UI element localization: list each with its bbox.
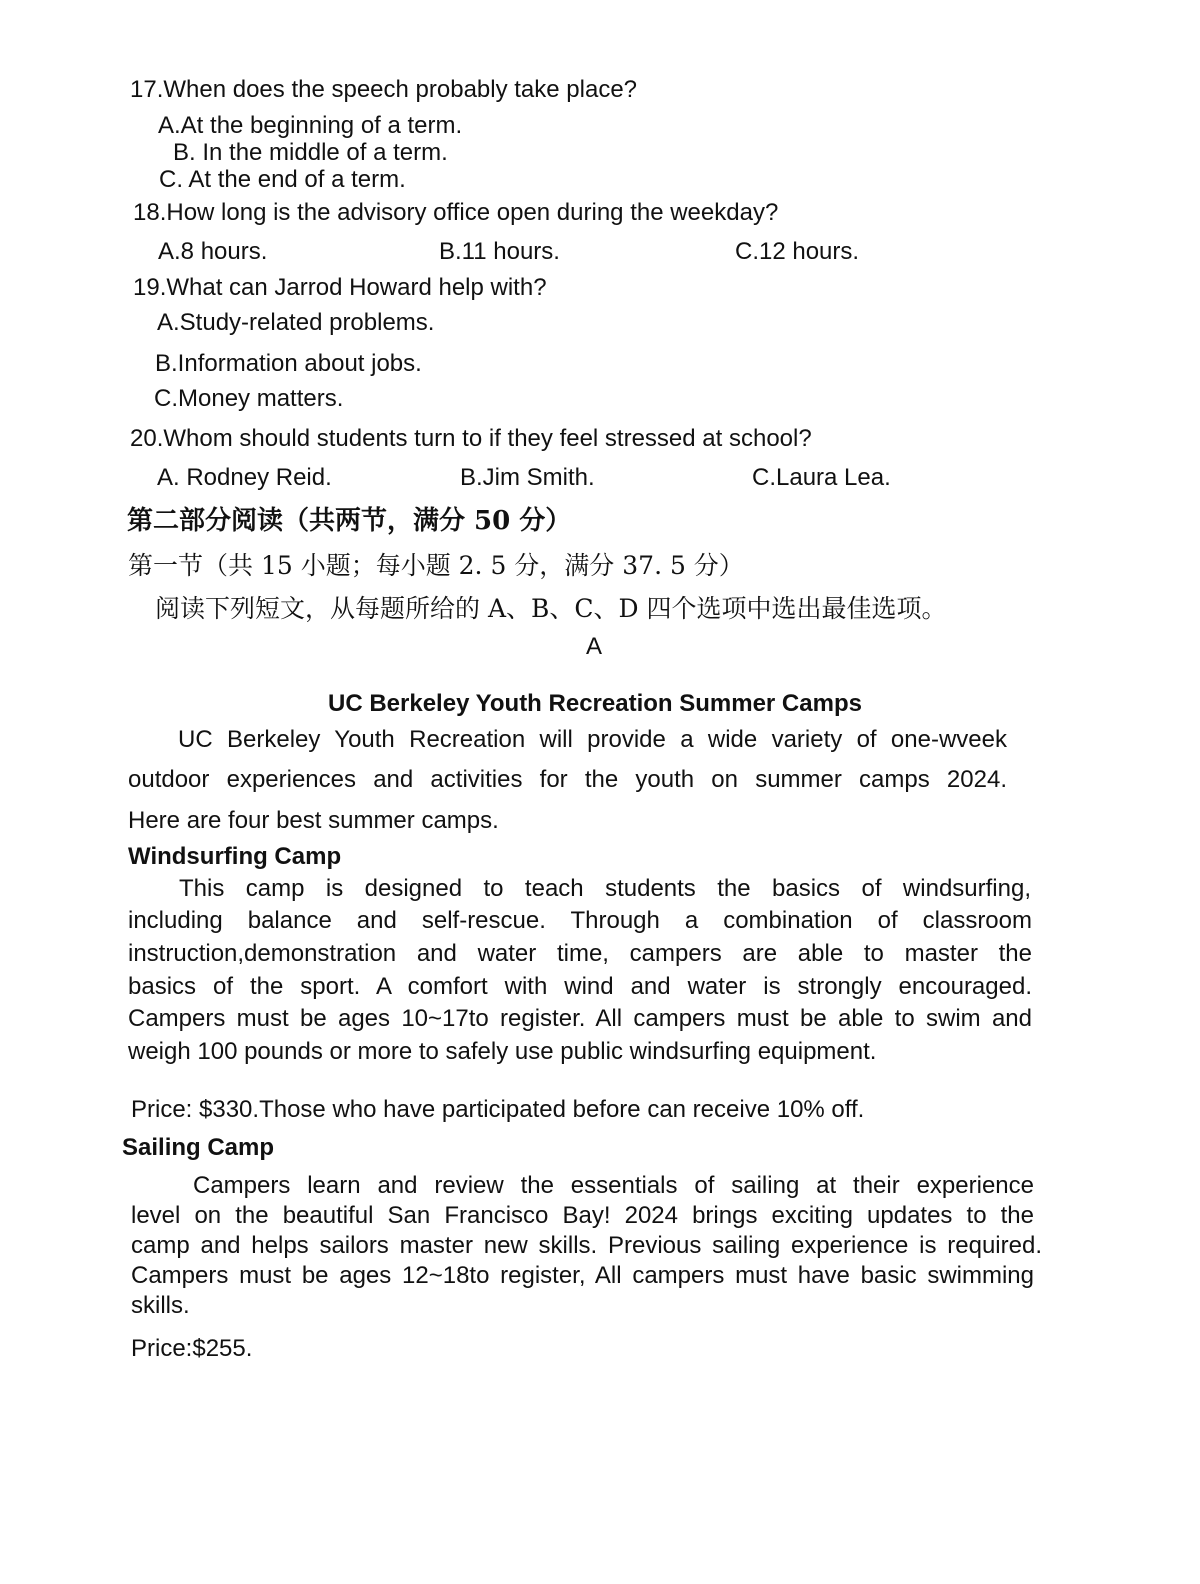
section-one-title: 第一节（共 15 小题；每小题 2. 5 分，满分 37. 5 分） (128, 551, 744, 580)
reading-instruction: 阅读下列短文，从每题所给的 A、B、C、D 四个选项中选出最佳选项。 (155, 594, 947, 623)
question-18: 18.How long is the advisory office open during the weekday? (133, 199, 779, 226)
sailing-price: Price:$255. (131, 1335, 253, 1362)
q18-option-c: C.12 hours. (735, 238, 860, 265)
question-20: 20.Whom should students turn to if they feel stressed at school? (130, 425, 812, 452)
windsurfing-line-4: basics of the sport. A comfort with wind and water is strongly encouraged. (128, 973, 1032, 1000)
intro-line-1: UC Berkeley Youth Recreation will provide a wide variety of one-wveek (178, 726, 1007, 753)
windsurfing-line-5: Campers must be ages 10~17to register. All campers must be able to swim and (128, 1005, 1032, 1032)
q18-option-a: A.8 hours. (158, 238, 268, 265)
windsurfing-price: Price: $330.Those who have participated before can receive 10% off. (131, 1096, 865, 1123)
sailing-heading: Sailing Camp (122, 1134, 275, 1161)
q20-option-c: C.Laura Lea. (752, 464, 891, 491)
q20-option-a: A. Rodney Reid. (157, 464, 332, 491)
sailing-line-2: level on the beautiful San Francisco Bay! 2024 brings exciting updates to the (131, 1202, 1034, 1229)
intro-line-3: Here are four best summer camps. (128, 807, 499, 834)
passage-title: UC Berkeley Youth Recreation Summer Camps (328, 690, 862, 717)
sailing-line-4: Campers must be ages 12~18to register, All campers must have basic swimming (131, 1262, 1034, 1289)
sailing-line-5: skills. (131, 1292, 190, 1319)
sailing-line-1: Campers learn and review the essentials of sailing at their experience (193, 1172, 1034, 1199)
question-17: 17.When does the speech probably take place? (130, 76, 638, 103)
windsurfing-line-2: including balance and self-rescue. Through a combination of classroom (128, 907, 1032, 934)
question-19: 19.What can Jarrod Howard help with? (133, 274, 547, 301)
part-two-title: 第二部分阅读（共两节，满分 50 分） (127, 506, 572, 536)
intro-line-2: outdoor experiences and activities for the youth on summer camps 2024. (128, 766, 1007, 793)
windsurfing-line-6: weigh 100 pounds or more to safely use public windsurfing equipment. (128, 1038, 877, 1065)
windsurfing-line-3: instruction,demonstration and water time, campers are able to master the (128, 940, 1032, 967)
q17-option-a: A.At the beginning of a term. (158, 112, 463, 139)
q17-option-c: C. At the end of a term. (159, 166, 406, 193)
sailing-line-3: camp and helps sailors master new skills. Previous sailing experience is required. (131, 1232, 1042, 1259)
q18-option-b: B.11 hours. (439, 238, 560, 265)
windsurfing-heading: Windsurfing Camp (128, 843, 342, 870)
q17-option-b: B. In the middle of a term. (173, 139, 448, 166)
q19-option-c: C.Money matters. (154, 385, 344, 412)
q19-option-a: A.Study-related problems. (157, 309, 435, 336)
q20-option-b: B.Jim Smith. (460, 464, 595, 491)
passage-label: A (586, 633, 603, 660)
windsurfing-line-1: This camp is designed to teach students the basics of windsurfing, (179, 875, 1031, 902)
q19-option-b: B.Information about jobs. (155, 350, 422, 377)
